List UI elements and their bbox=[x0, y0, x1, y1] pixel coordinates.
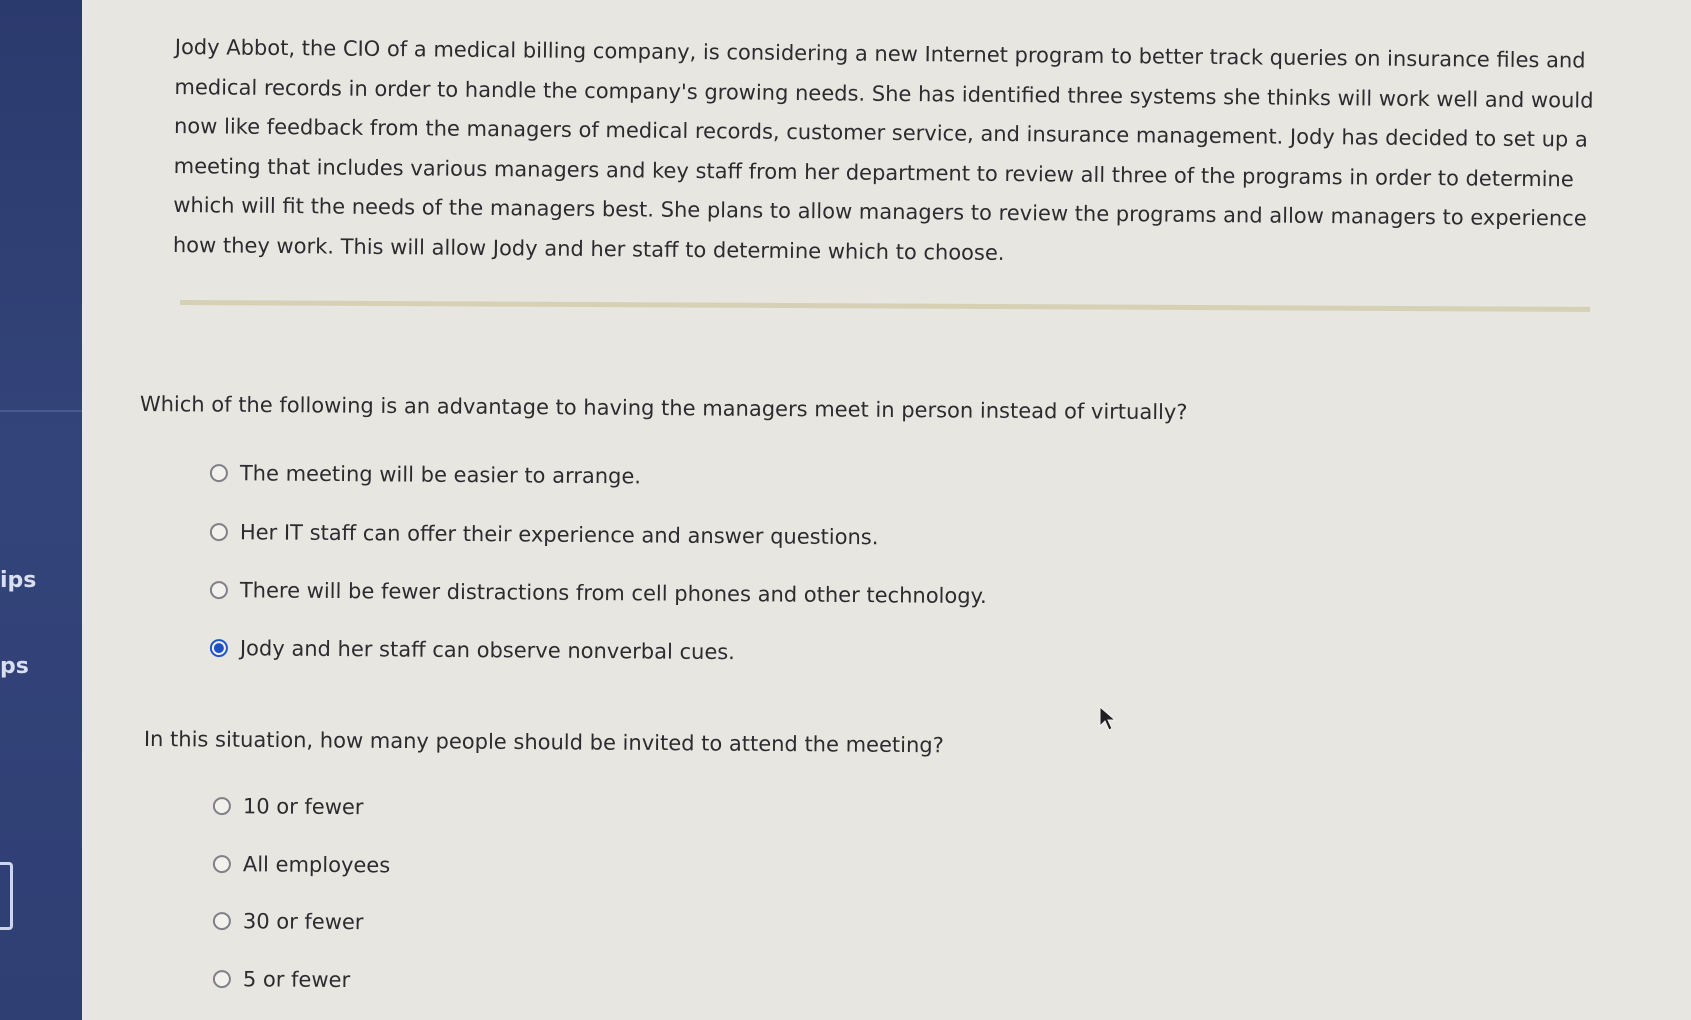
section-divider bbox=[180, 300, 1590, 312]
option-label: 5 or fewer bbox=[242, 967, 351, 993]
question-2-prompt: In this situation, how many people should be invited to attend the meeting? bbox=[143, 727, 944, 758]
passage-text bbox=[173, 28, 1675, 279]
sidebar-item-ips[interactable]: ips bbox=[0, 568, 37, 593]
sidebar-divider bbox=[0, 410, 82, 412]
question-2-option-4[interactable] bbox=[213, 967, 350, 992]
option-label: The meeting will be easier to arrange. bbox=[239, 461, 642, 489]
passage-line: now like feedback from the managers of medical records, customer service, and insurance management. Jody has decided to set up a bbox=[173, 113, 1588, 152]
option-label: Her IT staff can offer their experience and answer questions. bbox=[239, 520, 879, 550]
radio-button[interactable] bbox=[213, 912, 231, 930]
sidebar bbox=[0, 0, 82, 1020]
option-label: 30 or fewer bbox=[242, 909, 364, 935]
question-2-option-3[interactable] bbox=[213, 909, 364, 934]
radio-button[interactable] bbox=[213, 970, 231, 988]
main-content bbox=[82, 0, 1691, 1020]
question-1-option-4[interactable] bbox=[210, 636, 735, 664]
passage-line: which will fit the needs of the managers best. She plans to allow managers to review the programs and allow managers to experience bbox=[173, 192, 1587, 231]
question-1-option-3[interactable] bbox=[210, 578, 987, 608]
radio-button[interactable] bbox=[210, 581, 228, 599]
radio-button[interactable] bbox=[210, 523, 228, 541]
passage-line: meeting that includes various managers and key staff from her department to review all three of the programs in order to determine bbox=[173, 153, 1574, 191]
passage-line: Jody Abbot, the CIO of a medical billing company, is considering a new Internet program to better track queries on insurance files and bbox=[174, 34, 1586, 73]
passage-line: medical records in order to handle the company's growing needs. She has identified three systems she thinks will work well and would bbox=[174, 74, 1594, 113]
radio-button[interactable] bbox=[213, 855, 231, 873]
radio-button-selected[interactable] bbox=[210, 639, 228, 657]
radio-button[interactable] bbox=[210, 464, 228, 482]
mouse-pointer-icon bbox=[1098, 706, 1120, 732]
option-label: Jody and her staff can observe nonverbal cues. bbox=[239, 636, 736, 665]
sidebar-bracket bbox=[0, 862, 13, 930]
sidebar-item-ps[interactable]: ps bbox=[0, 654, 29, 679]
option-label: All employees bbox=[242, 852, 391, 878]
option-label: 10 or fewer bbox=[242, 794, 364, 820]
question-2-option-2[interactable] bbox=[213, 852, 390, 877]
option-label: There will be fewer distractions from cell phones and other technology. bbox=[239, 578, 987, 609]
question-1-prompt: Which of the following is an advantage to having the managers meet in person instead of virtually? bbox=[139, 392, 1188, 425]
question-1-option-2[interactable] bbox=[210, 520, 879, 549]
passage-line: how they work. This will allow Jody and her staff to determine which to choose. bbox=[172, 232, 1005, 265]
question-2-option-1[interactable] bbox=[213, 794, 364, 819]
question-1-option-1[interactable] bbox=[210, 461, 641, 488]
radio-button[interactable] bbox=[213, 797, 231, 815]
